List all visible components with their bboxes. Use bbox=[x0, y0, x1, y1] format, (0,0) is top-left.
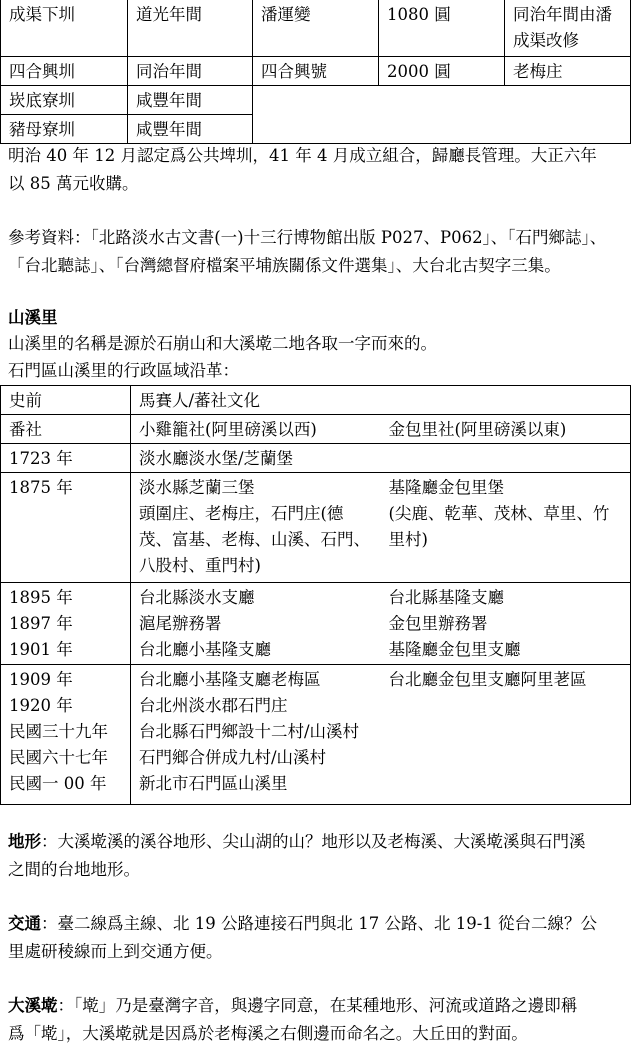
terrain-label: 地形 bbox=[8, 832, 41, 851]
daxi-label: 大溪墘 bbox=[8, 996, 58, 1015]
table-cell: 馬賽人/蕃社文化 bbox=[131, 386, 631, 415]
text-line: 石門區山溪里的行政區域沿革： bbox=[8, 361, 239, 380]
cell-line: 民國一 00 年 bbox=[9, 774, 107, 793]
table-cell bbox=[381, 583, 631, 665]
text-line: 之間的台地地形。 bbox=[8, 860, 140, 879]
paragraph-traffic bbox=[8, 910, 638, 966]
text-line: 參考資料：「北路淡水古文書(一)十三行博物館出版 P027、P062」、「石門鄉誌」、 bbox=[8, 228, 607, 247]
table-cell bbox=[505, 0, 631, 57]
table-row bbox=[1, 57, 631, 86]
cell-line: 基隆廳金包里支廳 bbox=[388, 640, 521, 659]
cell-line: 滬尾辦務署 bbox=[139, 614, 222, 633]
cell-line: 茂、富基、老梅、山溪、石門、 bbox=[139, 530, 370, 549]
table-row bbox=[1, 665, 631, 805]
table-row bbox=[1, 583, 631, 665]
paragraph-references bbox=[8, 224, 638, 280]
cell-line: 台北州淡水郡石門庄 bbox=[139, 696, 288, 715]
table-cell: 同治年間 bbox=[128, 57, 253, 86]
cell-line: 金包里辦務署 bbox=[388, 614, 488, 633]
cell-line: 里村) bbox=[388, 530, 428, 549]
table-cell: 咸豐年間 bbox=[128, 86, 253, 115]
table-cell: 道光年間 bbox=[128, 0, 253, 57]
table-cell bbox=[131, 583, 381, 665]
traffic-text: ：臺二線爲主線、北 19 公路連接石門與北 17 公路、北 19-1 從台二線？公 bbox=[41, 914, 598, 933]
table-row bbox=[1, 0, 631, 57]
text-line: 爲「墘」，大溪墘就是因爲於老梅溪之右側邊而命名之。大丘田的對面。 bbox=[8, 1024, 528, 1043]
cell-line: 台北廳小基隆支廳老梅區 bbox=[139, 670, 321, 689]
cell-line: 1909 年 bbox=[9, 670, 73, 689]
text-line bbox=[8, 828, 638, 856]
table-cell bbox=[1, 583, 131, 665]
table-cell: 1723 年 bbox=[1, 444, 131, 473]
table-cell: 1875 年 bbox=[1, 473, 131, 583]
paragraph-terrain bbox=[8, 828, 638, 884]
cell-line: 1901 年 bbox=[9, 640, 73, 659]
cell-line: 台北廳金包里支廳阿里荖區 bbox=[388, 670, 587, 689]
table-cell bbox=[381, 473, 631, 583]
text-line: 山溪里的名稱是源於石崩山和大溪墘二地各取一字而來的。 bbox=[8, 334, 437, 353]
table-row bbox=[1, 386, 631, 415]
cell-line: 台北縣基隆支廳 bbox=[388, 588, 504, 607]
text-line: 里處研稜線而上到交通方便。 bbox=[8, 942, 223, 961]
cell-line: 民國三十九年 bbox=[9, 722, 108, 741]
table-cell: 崁底寮圳 bbox=[1, 86, 128, 115]
table-cell: 1080 圓 bbox=[379, 0, 505, 57]
cell-line: 同治年間由潘 bbox=[513, 5, 612, 24]
admin-history-table bbox=[0, 385, 631, 805]
table-cell: 潘運變 bbox=[253, 0, 379, 57]
table-cell: 金包里社(阿里磅溪以東) bbox=[381, 415, 631, 444]
text-line: 以 85 萬元收購。 bbox=[8, 174, 139, 193]
table-cell: 四合興號 bbox=[253, 57, 379, 86]
daxi-text: ：「墘」乃是臺灣字音，與邊字同意，在某種地形、河流或道路之邊即稱 bbox=[57, 996, 578, 1015]
table-cell: 2000 圓 bbox=[379, 57, 505, 86]
table-cell bbox=[131, 473, 381, 583]
cell-line: 台北縣淡水支廳 bbox=[139, 588, 255, 607]
terrain-text: ：大溪墘溪的溪谷地形、尖山湖的山？地形以及老梅溪、大溪墘溪與石門溪 bbox=[41, 832, 586, 851]
cell-line: 1895 年 bbox=[9, 588, 73, 607]
cell-line: 台北縣石門鄉設十二村/山溪村 bbox=[139, 722, 360, 741]
table-cell bbox=[131, 665, 381, 805]
section-title: 山溪里 bbox=[8, 308, 58, 327]
cell-line: 成渠改修 bbox=[513, 31, 579, 50]
cell-line: (尖鹿、乾華、茂林、草里、竹 bbox=[388, 504, 610, 523]
table-cell: 番社 bbox=[1, 415, 131, 444]
table-cell: 豬母寮圳 bbox=[1, 115, 128, 144]
section-intro bbox=[8, 330, 437, 384]
table-cell: 史前 bbox=[1, 386, 131, 415]
table-cell: 四合興圳 bbox=[1, 57, 128, 86]
traffic-label: 交通 bbox=[8, 914, 41, 933]
cell-line: 淡水縣芝蘭三堡 bbox=[139, 478, 255, 497]
table-cell bbox=[381, 665, 631, 805]
text-line bbox=[8, 910, 638, 938]
cell-line: 基隆廳金包里堡 bbox=[388, 478, 504, 497]
cell-line: 八股村、重門村) bbox=[139, 556, 261, 575]
cell-line: 1897 年 bbox=[9, 614, 73, 633]
text-line bbox=[8, 992, 638, 1020]
table-row bbox=[1, 444, 631, 473]
table-cell: 老梅庄 bbox=[505, 57, 631, 86]
table-cell: 咸豐年間 bbox=[128, 115, 253, 144]
cell-line: 1920 年 bbox=[9, 696, 73, 715]
table-row bbox=[1, 415, 631, 444]
table-row bbox=[1, 473, 631, 583]
cell-line: 民國六十七年 bbox=[9, 748, 108, 767]
cell-line: 台北廳小基隆支廳 bbox=[139, 640, 271, 659]
table-cell bbox=[1, 665, 131, 805]
cell-line: 新北市石門區山溪里 bbox=[139, 774, 288, 793]
text-line: 明治 40 年 12 月認定爲公共埤圳，41 年 4 月成立組合，歸廳長管理。大正六年 bbox=[8, 146, 597, 165]
table-cell-empty bbox=[253, 86, 631, 144]
text-line: 「台北聽誌」、「台灣總督府檔案平埔族關係文件選集」、大台北古契字三集。 bbox=[8, 256, 561, 275]
canal-table bbox=[0, 0, 631, 144]
paragraph-daxi bbox=[8, 992, 638, 1048]
table-cell: 小雞籠社(阿里磅溪以西) bbox=[131, 415, 381, 444]
paragraph-ownership bbox=[8, 142, 638, 198]
cell-line: 頭圍庄、老梅庄，石門庄(德 bbox=[139, 504, 344, 523]
table-row bbox=[1, 86, 631, 115]
cell-line: 石門鄉合併成九村/山溪村 bbox=[139, 748, 327, 767]
table-cell: 淡水廳淡水堡/芝蘭堡 bbox=[131, 444, 631, 473]
table-cell: 成渠下圳 bbox=[1, 0, 128, 57]
